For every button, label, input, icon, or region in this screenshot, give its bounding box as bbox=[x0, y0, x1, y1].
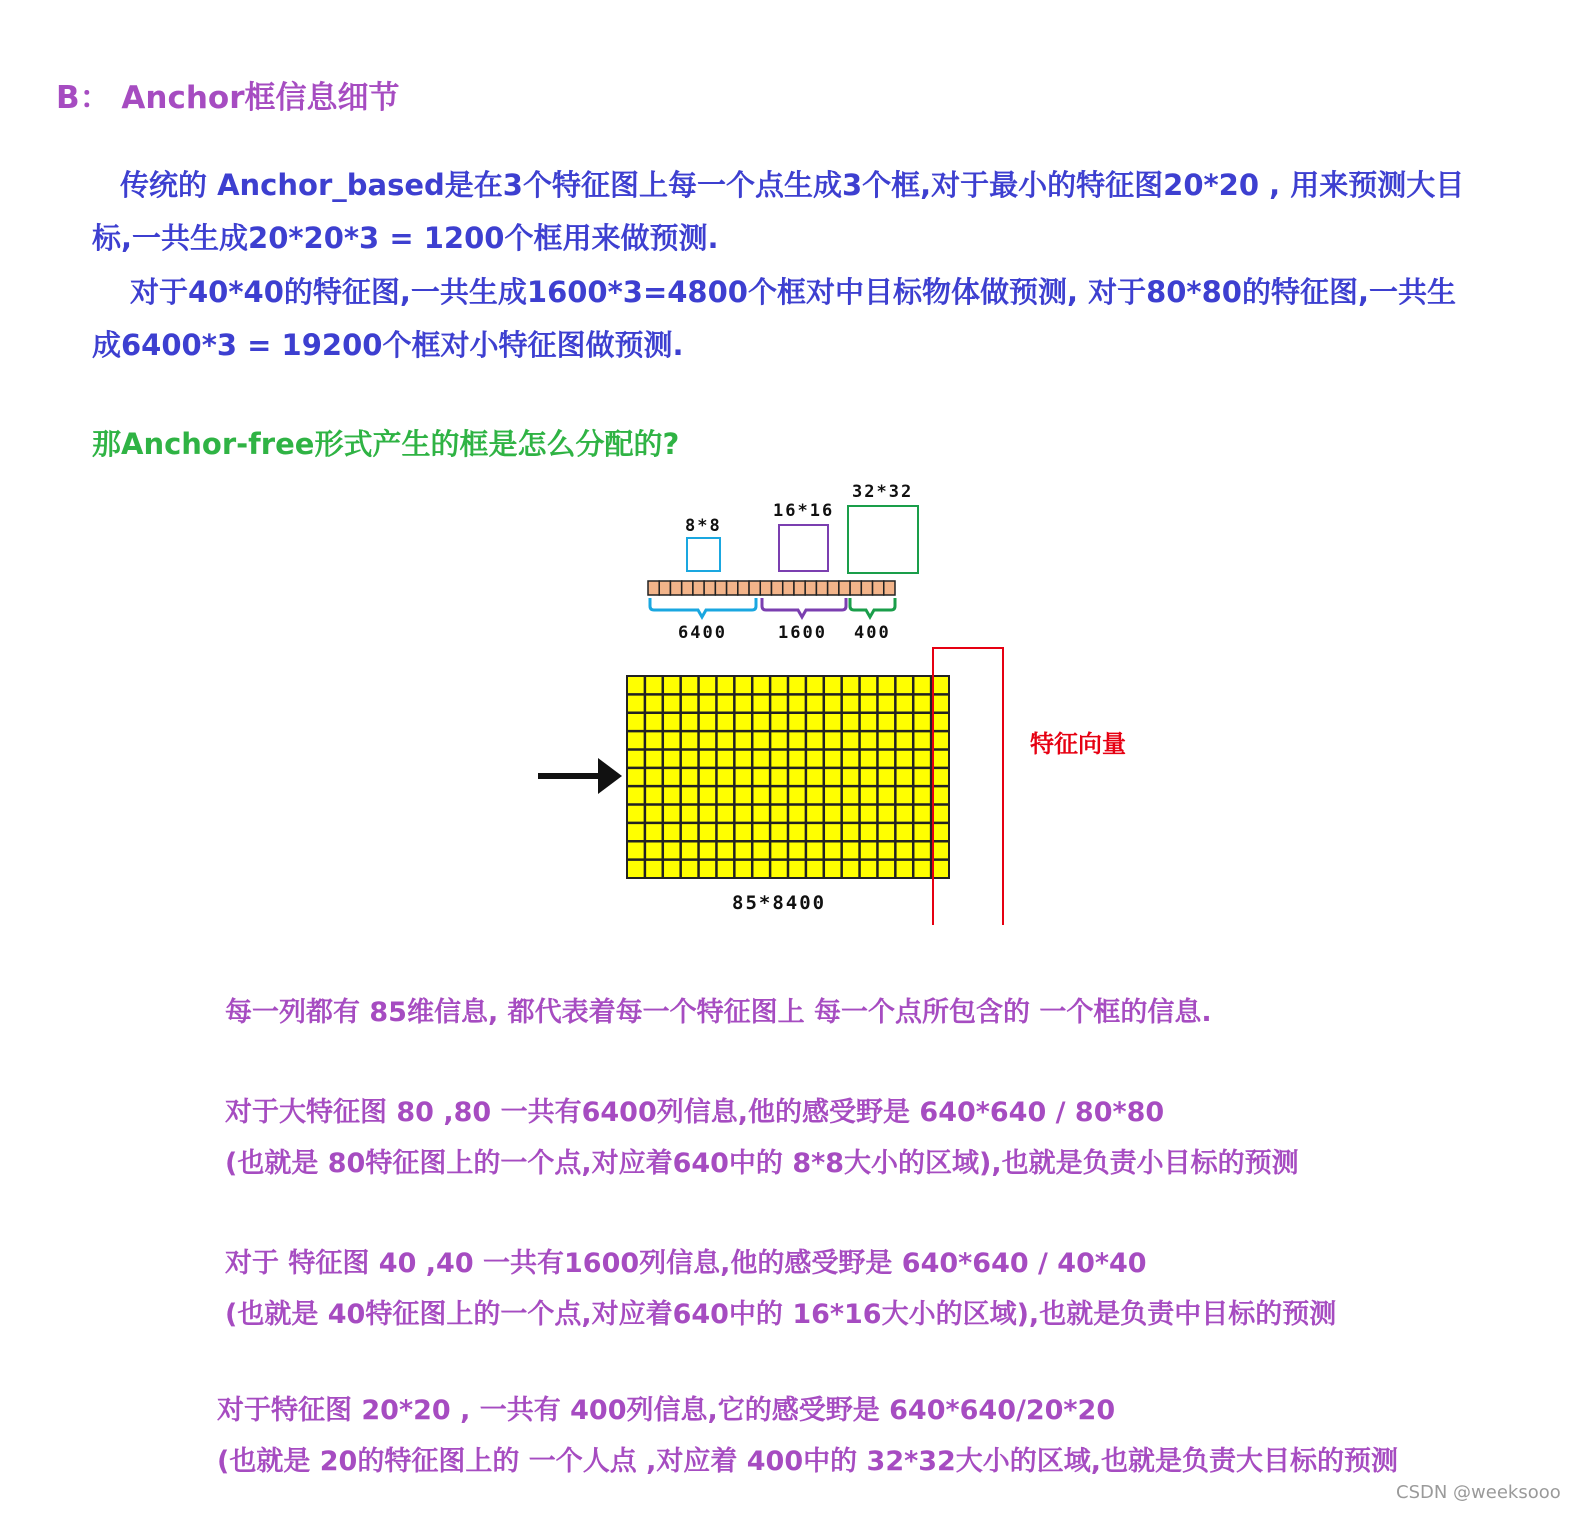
box-small-label: 8*8 bbox=[685, 516, 722, 536]
count-large: 400 bbox=[854, 623, 891, 643]
section-title: B： Anchor框信息细节 bbox=[56, 80, 400, 116]
brace-small bbox=[650, 598, 756, 617]
prediction-matrix bbox=[627, 676, 949, 878]
column-strip bbox=[648, 581, 895, 595]
strip-cell bbox=[682, 581, 693, 595]
note-20-line2: (也就是 20的特征图上的 一个人点 ,对应着 400中的 32*32大小的区域,也就是负责大目标的预测 bbox=[217, 1446, 1399, 1477]
intro-p2-line2: 成6400*3 = 19200个框对小特征图做预测. bbox=[92, 328, 684, 362]
anchor-free-diagram bbox=[520, 480, 1160, 930]
strip-cell bbox=[783, 581, 794, 595]
strip-cell bbox=[760, 581, 771, 595]
intro-p2-line1: 对于40*40的特征图,一共生成1600*3=4800个框对中目标物体做预测, 对于80*80的特征图,一共生 bbox=[130, 275, 1456, 309]
strip-cell bbox=[738, 581, 749, 595]
strip-cell bbox=[873, 581, 884, 595]
strip-cell bbox=[794, 581, 805, 595]
strip-cell bbox=[659, 581, 670, 595]
note-20-line1: 对于特征图 20*20 , 一共有 400列信息,它的感受野是 640*640/20*20 bbox=[217, 1395, 1116, 1426]
note-columns: 每一列都有 85维信息, 都代表着每一个特征图上 每一个点所包含的 一个框的信息. bbox=[225, 997, 1212, 1028]
intro-p1-line2: 标,一共生成20*20*3 = 1200个框用来做预测. bbox=[92, 221, 719, 255]
count-medium: 1600 bbox=[778, 623, 827, 643]
box-medium-label: 16*16 bbox=[773, 501, 835, 521]
strip-cell bbox=[693, 581, 704, 595]
strip-cell bbox=[805, 581, 816, 595]
diagram-graphics bbox=[520, 480, 1160, 930]
strip-cell bbox=[884, 581, 895, 595]
strip-cell bbox=[828, 581, 839, 595]
strip-cell bbox=[839, 581, 850, 595]
strip-cell bbox=[727, 581, 738, 595]
strip-cell bbox=[670, 581, 681, 595]
arrow-icon bbox=[598, 758, 622, 794]
strip-cell bbox=[715, 581, 726, 595]
note-80-line2: (也就是 80特征图上的一个点,对应着640中的 8*8大小的区域),也就是负责小目标的预测 bbox=[225, 1148, 1299, 1179]
intro-p1-line1: 传统的 Anchor_based是在3个特征图上每一个点生成3个框,对于最小的特征图20*20 , 用来预测大目 bbox=[120, 168, 1465, 202]
matrix-label: 85*8400 bbox=[732, 892, 827, 914]
note-80-line1: 对于大特征图 80 ,80 一共有6400列信息,他的感受野是 640*640 / 80*80 bbox=[225, 1097, 1165, 1128]
strip-cell bbox=[850, 581, 861, 595]
strip-cell bbox=[772, 581, 783, 595]
brace-medium bbox=[762, 598, 846, 617]
strip-cell bbox=[816, 581, 827, 595]
feature-vector-label: 特征向量 bbox=[1030, 730, 1126, 758]
strip-cell bbox=[861, 581, 872, 595]
brace-large bbox=[850, 598, 895, 617]
strip-cell bbox=[648, 581, 659, 595]
count-small: 6400 bbox=[678, 623, 727, 643]
watermark: CSDN @weeksooo bbox=[1396, 1482, 1561, 1503]
strip-cell bbox=[749, 581, 760, 595]
question-heading: 那Anchor-free形式产生的框是怎么分配的? bbox=[92, 427, 680, 461]
strip-cell bbox=[704, 581, 715, 595]
box-large-label: 32*32 bbox=[852, 482, 914, 502]
note-40-line1: 对于 特征图 40 ,40 一共有1600列信息,他的感受野是 640*640 / 40*40 bbox=[225, 1248, 1147, 1279]
note-40-line2: (也就是 40特征图上的一个点,对应着640中的 16*16大小的区域),也就是负责中目标的预测 bbox=[225, 1299, 1337, 1330]
